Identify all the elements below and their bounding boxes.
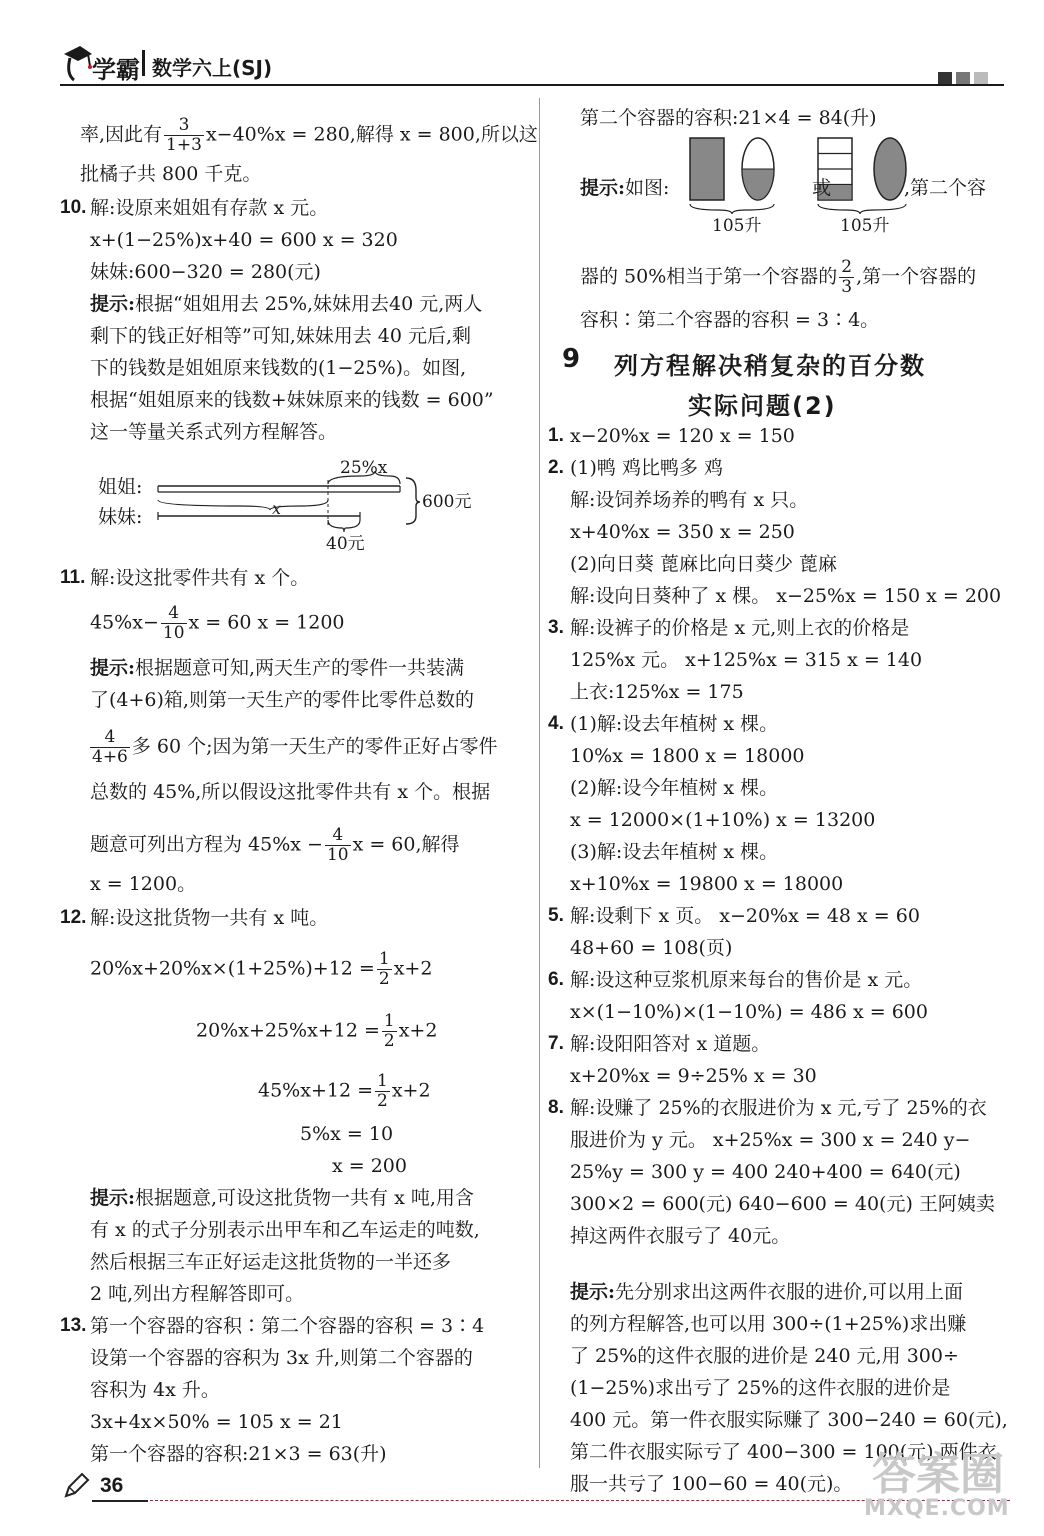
q13-line-5: 第一个容器的容积:21×3 = 63(升): [90, 1443, 387, 1465]
answer-number: 1.: [548, 425, 564, 446]
container-figure: [688, 134, 918, 216]
answer-line: 解:设赚了 25%的衣服进价为 x 元,亏了 25%的衣: [570, 1097, 987, 1119]
q10-line-1: 解:设原来姐姐有存款 x 元。: [90, 197, 329, 219]
diagram-label-40: 40元: [326, 534, 365, 554]
watermark-url: MXQE.COM: [864, 1496, 1010, 1521]
answer-line: x+20%x = 9÷25% x = 30: [570, 1065, 817, 1087]
diagram-label-total: 600元: [422, 492, 472, 512]
answer-number: 5.: [548, 905, 564, 926]
watermark-logo: 答案圈: [872, 1449, 1004, 1500]
q12-eq-3: 45%x+12 = $\frac{1}{2}$ x+2: [258, 1071, 431, 1111]
answer-line: (2)向日葵 蓖麻比向日葵少 蓖麻: [570, 553, 837, 575]
answer-line: 125%x 元。 x+125%x = 315 x = 140: [570, 649, 923, 671]
q10-tip-line-3: 下的钱数是姐姐原来钱数的(1−25%)。如图,: [90, 357, 467, 379]
q13c-tip-line-2: 器的 50%相当于第一个容器的 $\frac{2}{3}$ ,第一个容器的: [580, 257, 977, 297]
q13c-or: 或: [812, 177, 832, 199]
q13-line-1: 第一个容器的容积∶第二个容器的容积 = 3∶4: [90, 1315, 485, 1337]
mortarboard-logo-icon: [60, 42, 94, 84]
q11-line-1: 解:设这批零件共有 x 个。: [90, 567, 310, 589]
answer-number: 2.: [548, 457, 564, 478]
answer-line: 解:设裤子的价格是 x 元,则上衣的价格是: [570, 617, 910, 639]
diagram-label-sister: 姐姐:: [98, 476, 143, 498]
book-title: 数学六上(SJ): [152, 56, 273, 80]
section-title-line-1: 列方程解决稍复杂的百分数: [614, 352, 926, 380]
segment-lines: [150, 470, 420, 540]
q10-line-2: x+(1−25%)x+40 = 600 x = 320: [90, 229, 398, 251]
q8-tip-line-3: 了 25%的这件衣服的进价是 240 元,用 300÷: [570, 1345, 959, 1367]
answer-line: 300×2 = 600(元) 640−600 = 40(元) 王阿姨卖: [570, 1193, 995, 1215]
container-4-full: [874, 138, 906, 200]
pencil-icon: [62, 1472, 90, 1500]
answer-line: x−20%x = 120 x = 150: [570, 425, 795, 447]
answer-number: 8.: [548, 1097, 564, 1118]
answer-line: 解:设饲养场养的鸭有 x 只。: [570, 489, 809, 511]
q10-tip-line-2: 剩下的钱正好相等”可知,妹妹用去 40 元后,剩: [90, 325, 472, 347]
answer-line: 25%y = 300 y = 400 240+400 = 640(元): [570, 1161, 961, 1183]
q12-eq-4: 5%x = 10: [300, 1123, 394, 1145]
diagram-label-younger-sister: 妹妹:: [98, 506, 143, 528]
section-title-line-2: 实际问题(2): [688, 392, 837, 420]
page-number-underline: [92, 1500, 148, 1502]
answer-number: 7.: [548, 1033, 564, 1054]
answer-line: x×(1−10%)×(1−10%) = 486 x = 600: [570, 1001, 928, 1023]
q12-eq-1: 20%x+20%x×(1+25%)+12 = $\frac{1}{2}$ x+2: [90, 949, 433, 989]
header-rule: [60, 84, 1004, 86]
answer-line: 解:设向日葵种了 x 棵。 x−25%x = 150 x = 200: [570, 585, 1002, 607]
answer-line: (2)解:设今年植树 x 棵。: [570, 777, 779, 799]
q12-tip-line-2: 有 x 的式子分别表示出甲车和乙车运走的吨数,: [90, 1219, 480, 1241]
answer-line: x = 12000×(1+10%) x = 13200: [570, 809, 876, 831]
q13-number: 13.: [60, 1315, 87, 1336]
q8-tip-line-1: 提示:先分别求出这两件衣服的进价,可以用上面: [570, 1281, 964, 1303]
q10-tip-line-5: 这一等量关系式列方程解答。: [90, 421, 338, 443]
header-square-2: [956, 72, 970, 84]
q13c-tip-line-1b: ,第二个容: [904, 177, 987, 199]
answer-line: 服进价为 y 元。 x+25%x = 300 x = 240 y−: [570, 1129, 971, 1151]
q12-tip-line-4: 2 吨,列出方程解答即可。: [90, 1283, 305, 1305]
q9-line-2: 批橘子共 800 千克。: [80, 163, 262, 185]
header-square-3: [974, 72, 988, 84]
answer-line: (1)鸭 鸡比鸭多 鸡: [570, 457, 723, 479]
volume-label-2: 105升: [840, 216, 890, 236]
q12-line-1: 解:设这批货物一共有 x 吨。: [90, 907, 329, 929]
q13c-line-1: 第二个容器的容积:21×4 = 84(升): [580, 107, 877, 129]
q8-tip-line-6: 第二件衣服实际亏了 400−300 = 100(元),两件衣: [570, 1441, 997, 1463]
q10-tip-line-1: 提示:根据“姐姐用去 25%,妹妹用去40 元,两人: [90, 293, 483, 315]
q13c-tip-line-1a: 提示:如图:: [580, 177, 670, 199]
q12-tip-line-3: 然后根据三车正好运走这批货物的一半还多: [90, 1251, 452, 1273]
answer-line: (3)解:设去年植树 x 棵。: [570, 841, 779, 863]
q8-tip-line-5: 400 元。第一件衣服实际赚了 300−240 = 60(元),: [570, 1409, 1008, 1431]
q12-eq-2: 20%x+25%x+12 = $\frac{1}{2}$ x+2: [196, 1011, 438, 1051]
q11-tip-line-1: 提示:根据题意可知,两天生产的零件一共装满: [90, 657, 465, 679]
answer-line: 解:设剩下 x 页。 x−20%x = 48 x = 60: [570, 905, 920, 927]
column-divider: [539, 98, 540, 1468]
section-number: 9: [562, 344, 583, 374]
q11-equation: 45%x− $\frac{4}{10}$ x = 60 x = 1200: [90, 603, 345, 643]
page-number: 36: [100, 1474, 124, 1497]
q9-line-1: 率,因此有 $\frac{3}{1+3}$ x−40%x = 280,解得 x = 800,所以这: [80, 115, 538, 155]
answer-line: 掉这两件衣服亏了 40元。: [570, 1225, 791, 1247]
header-divider: [142, 50, 145, 76]
q13-line-2: 设第一个容器的容积为 3x 升,则第二个容器的: [90, 1347, 473, 1369]
q11-tip-line-3: $\frac{4}{4+6}$ 多 60 个;因为第一天生产的零件正好占零件: [92, 727, 498, 767]
q12-tip-line-1: 提示:根据题意,可设这批货物一共有 x 吨,用含: [90, 1187, 474, 1209]
q11-tip-line-4: 总数的 45%,所以假设这批零件共有 x 个。根据: [90, 781, 491, 803]
q13-line-3: 容积为 4x 升。: [90, 1379, 220, 1401]
volume-label-1: 105升: [712, 216, 762, 236]
answer-number: 6.: [548, 969, 564, 990]
answer-line: 10%x = 1800 x = 18000: [570, 745, 805, 767]
q8-tip-line-2: 的列方程解答,也可以用 300÷(1+25%)求出赚: [570, 1313, 967, 1335]
q10-tip-line-4: 根据“姐姐原来的钱数+妹妹原来的钱数 = 600”: [90, 389, 494, 411]
q10-number: 10.: [60, 197, 87, 218]
q10-line-3: 妹妹:600−320 = 280(元): [90, 261, 321, 283]
container-1-full: [690, 138, 724, 200]
q11-tip-line-5: 题意可列出方程为 45%x − $\frac{4}{10}$ x = 60,解得: [90, 825, 460, 865]
q11-number: 11.: [60, 567, 86, 588]
q8-tip-line-7: 服一共亏了 100−60 = 40(元)。: [570, 1473, 853, 1495]
answer-line: 48+60 = 108(页): [570, 937, 733, 959]
diagram-label-x: x: [272, 499, 282, 518]
answer-line: x+10%x = 19800 x = 18000: [570, 873, 844, 895]
answer-line: 解:设阳阳答对 x 道题。: [570, 1033, 771, 1055]
q13c-tip-line-3: 容积∶第二个容器的容积 = 3∶4。: [580, 309, 880, 331]
q12-eq-5: x = 200: [332, 1155, 407, 1177]
header-square-1: [938, 72, 952, 84]
answer-number: 3.: [548, 617, 564, 638]
answer-line: 上衣:125%x = 175: [570, 681, 744, 703]
answer-line: (1)解:设去年植树 x 棵。: [570, 713, 779, 735]
answer-line: x+40%x = 350 x = 250: [570, 521, 795, 543]
q11-tip-line-6: x = 1200。: [90, 873, 197, 895]
answer-line: 解:设这种豆浆机原来每台的售价是 x 元。: [570, 969, 923, 991]
brand-name: 学霸: [92, 56, 140, 84]
q12-number: 12.: [60, 907, 87, 928]
answer-number: 4.: [548, 713, 564, 734]
q8-tip-line-4: (1−25%)求出亏了 25%的这件衣服的进价是: [570, 1377, 951, 1399]
q13-line-4: 3x+4x×50% = 105 x = 21: [90, 1411, 343, 1433]
q11-tip-line-2: 了(4+6)箱,则第一天生产的零件比零件总数的: [90, 689, 474, 711]
diagram-label-25pct: 25%x: [340, 458, 388, 478]
